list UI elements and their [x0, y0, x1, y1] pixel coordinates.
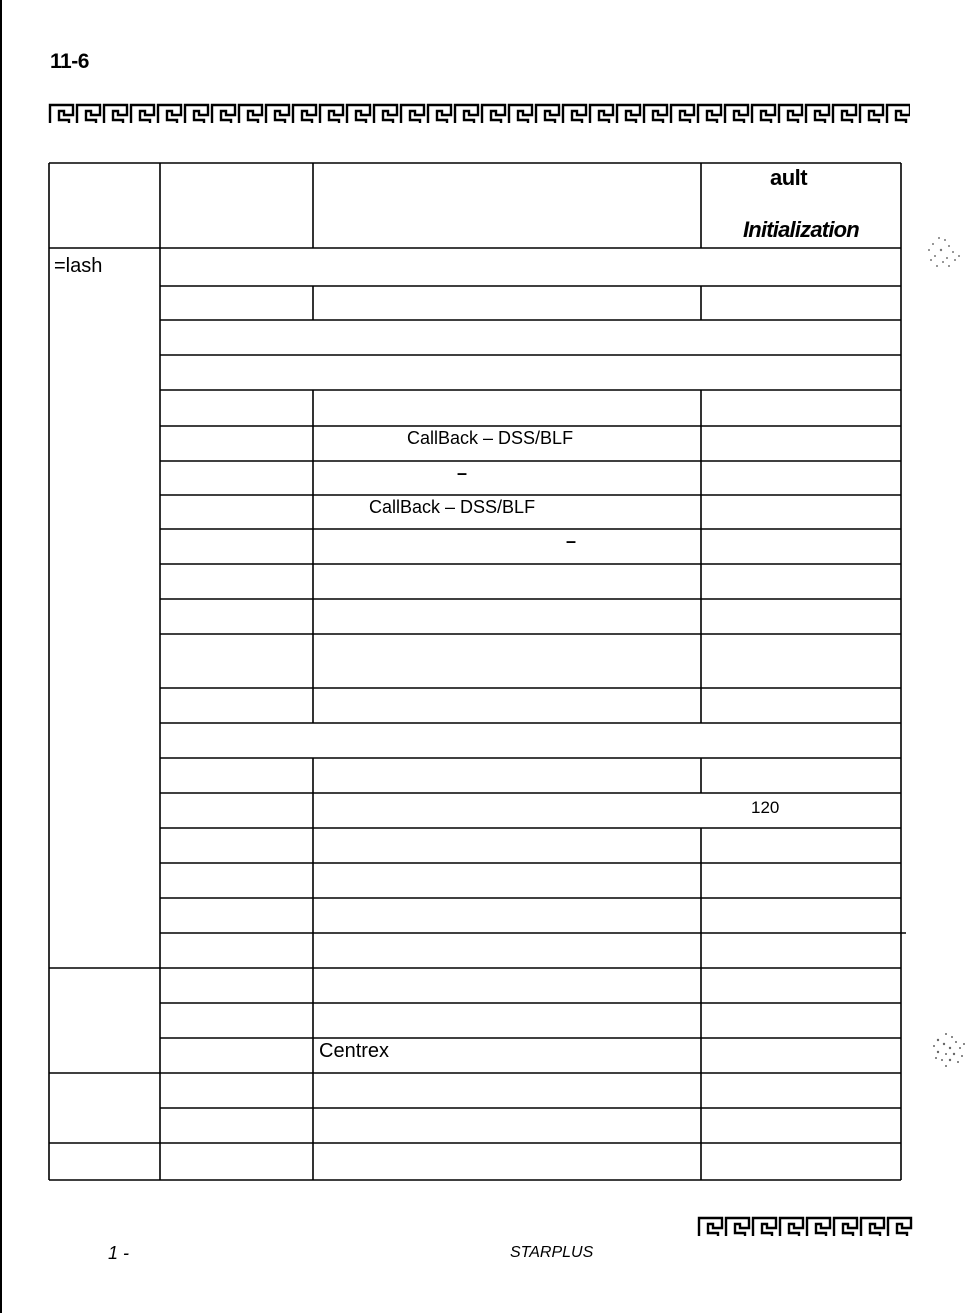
- header-initialization: Initialization: [743, 217, 859, 242]
- centrex-cell: Centrex: [319, 1040, 390, 1062]
- header-default: ault: [770, 165, 808, 190]
- page-number: 11-6: [50, 50, 89, 73]
- callback-dss-blf-cell-2: CallBack – DSS/BLF: [369, 497, 536, 517]
- dash-cell-1: –: [457, 463, 468, 483]
- greek-key-border-bottom: [697, 1216, 913, 1238]
- footer-left-text: 1 -: [108, 1243, 130, 1263]
- dash-cell-2: –: [566, 531, 577, 551]
- scan-speckle-bottom: [924, 1028, 972, 1074]
- value-120-cell: 120: [751, 798, 780, 817]
- scan-speckle-top: [919, 232, 967, 274]
- footer-product-name: STARPLUS: [510, 1244, 594, 1261]
- callback-dss-blf-cell-1: CallBack – DSS/BLF: [407, 428, 574, 448]
- flash-label: =lash: [54, 255, 103, 277]
